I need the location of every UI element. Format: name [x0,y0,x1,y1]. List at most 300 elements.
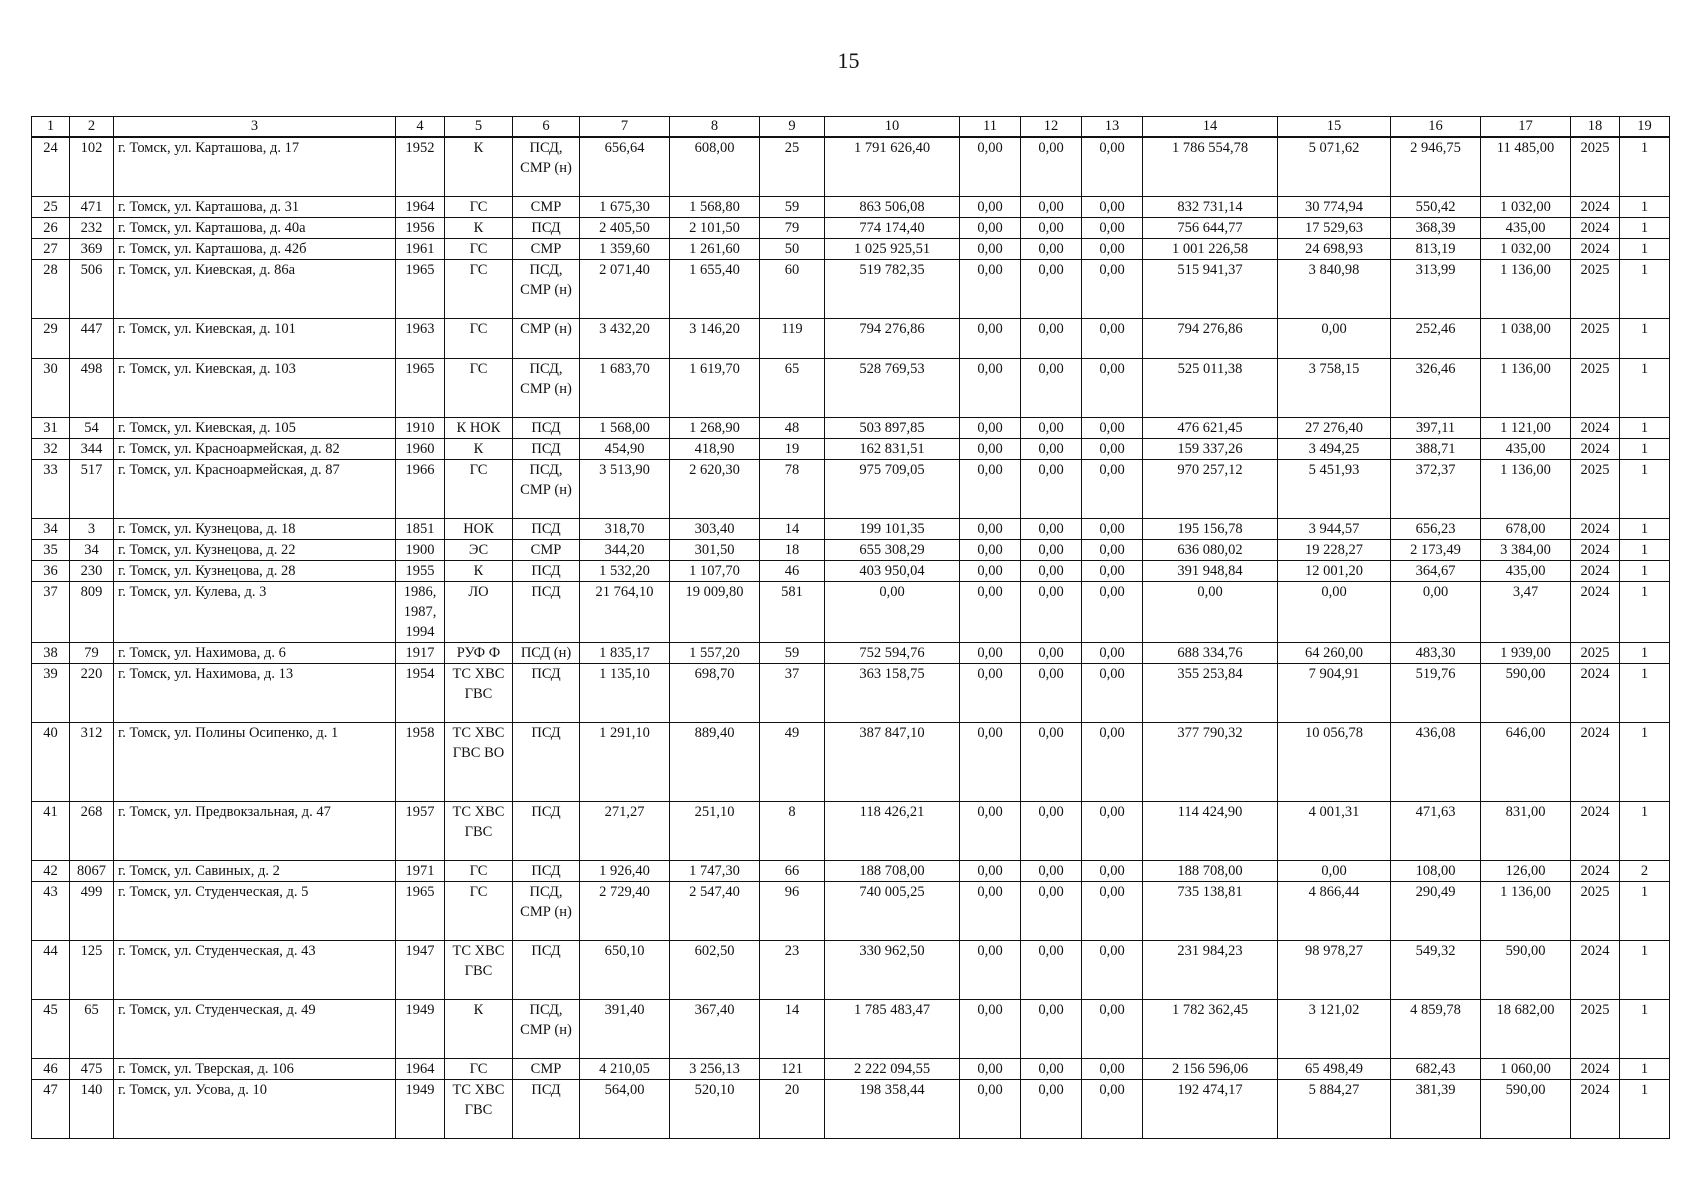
table-cell: ПСД [513,860,580,881]
table-cell: К [445,438,513,459]
table-cell: 140 [70,1079,114,1138]
table-cell: 32 [32,438,70,459]
table-row [32,722,1670,801]
table-cell: ГС [445,259,513,318]
table-cell: 0,00 [960,438,1021,459]
table-cell: 1961 [396,238,445,259]
table-cell: 0,00 [1021,642,1082,663]
table-cell: 65 [760,358,825,417]
table-cell: 5 451,93 [1278,459,1391,518]
table-cell: 230 [70,560,114,581]
table-cell: 1 532,20 [580,560,670,581]
table-cell: 47 [32,1079,70,1138]
table-cell: ПСД, СМР (н) [513,999,580,1058]
table-cell: 3 256,13 [670,1058,760,1079]
table-cell: 20 [760,1079,825,1138]
table-cell: 34 [70,539,114,560]
table-cell: 1 [1620,438,1670,459]
table-cell: 1947 [396,940,445,999]
table-cell: 0,00 [1021,238,1082,259]
table-row [32,196,1670,217]
address-cell: г. Томск, ул. Карташова, д. 40а [114,217,396,238]
table-cell: 102 [70,137,114,196]
table-cell: 2 729,40 [580,881,670,940]
table-cell: 506 [70,259,114,318]
table-cell: 1 032,00 [1481,238,1571,259]
table-cell: 3 [70,518,114,539]
table-cell: 40 [32,722,70,801]
table-cell: 4 866,44 [1278,881,1391,940]
table-cell: 1 001 226,58 [1143,238,1278,259]
column-number-7: 7 [580,117,670,138]
table-cell: 2024 [1571,801,1620,860]
table-row [32,999,1670,1058]
table-cell: 454,90 [580,438,670,459]
table-cell: 2 156 596,06 [1143,1058,1278,1079]
table-cell: ПСД [513,722,580,801]
table-cell: ПСД [513,1079,580,1138]
table-cell: 2025 [1571,642,1620,663]
table-cell: СМР [513,238,580,259]
table-cell: 1 785 483,47 [825,999,960,1058]
table-cell: 794 276,86 [825,318,960,358]
table-cell: 318,70 [580,518,670,539]
table-cell: 198 358,44 [825,1079,960,1138]
table-cell: ЛО [445,581,513,642]
table-cell: К [445,560,513,581]
address-cell: г. Томск, ул. Кузнецова, д. 28 [114,560,396,581]
table-cell: 1 136,00 [1481,259,1571,318]
table-cell: 1 [1620,881,1670,940]
table-cell: 2024 [1571,238,1620,259]
table-cell: 2024 [1571,417,1620,438]
table-cell: 550,42 [1391,196,1481,217]
table-cell: 159 337,26 [1143,438,1278,459]
table-cell: 98 978,27 [1278,940,1391,999]
table-cell: 1966 [396,459,445,518]
address-cell: г. Томск, ул. Киевская, д. 105 [114,417,396,438]
page-number: 15 [837,48,860,73]
table-cell: 0,00 [1021,663,1082,722]
table-cell: 7 904,91 [1278,663,1391,722]
table-cell: ЭС [445,539,513,560]
table-cell: 1 [1620,560,1670,581]
table-cell: ТС ХВС ГВС [445,801,513,860]
table-cell: 1 [1620,238,1670,259]
table-cell: 0,00 [960,518,1021,539]
table-cell: 2024 [1571,860,1620,881]
table-cell: 0,00 [1021,860,1082,881]
table-cell: 1 [1620,518,1670,539]
table-cell: 2 071,40 [580,259,670,318]
table-cell: 1 835,17 [580,642,670,663]
table-cell: 2024 [1571,940,1620,999]
table-row [32,417,1670,438]
address-cell: г. Томск, ул. Карташова, д. 42б [114,238,396,259]
table-cell: ПСД, СМР (н) [513,459,580,518]
table-cell: 4 001,31 [1278,801,1391,860]
table-cell: НОК [445,518,513,539]
table-cell: 1965 [396,259,445,318]
table-cell: К [445,137,513,196]
table-row [32,663,1670,722]
table-cell: ПСД [513,940,580,999]
table-cell: 499 [70,881,114,940]
table-cell: 0,00 [1082,663,1143,722]
table-cell: 688 334,76 [1143,642,1278,663]
table-cell: 0,00 [1082,581,1143,642]
table-cell: ПСД [513,663,580,722]
table-cell: 435,00 [1481,560,1571,581]
address-cell: г. Томск, ул. Карташова, д. 31 [114,196,396,217]
table-cell: 735 138,81 [1143,881,1278,940]
table-cell: ПСД (н) [513,642,580,663]
table-cell: 231 984,23 [1143,940,1278,999]
column-number-14: 14 [1143,117,1278,138]
table-row [32,881,1670,940]
table-cell: 1 [1620,801,1670,860]
table-cell: 1964 [396,1058,445,1079]
table-cell: 21 764,10 [580,581,670,642]
table-cell: 18 682,00 [1481,999,1571,1058]
table-cell: 290,49 [1391,881,1481,940]
table-cell: 43 [32,881,70,940]
table-cell: 590,00 [1481,1079,1571,1138]
table-cell: 0,00 [1021,438,1082,459]
table-cell: ГС [445,881,513,940]
table-cell: 863 506,08 [825,196,960,217]
table-cell: ГС [445,196,513,217]
table-cell: 0,00 [1082,259,1143,318]
table-cell: 0,00 [960,539,1021,560]
table-cell: 33 [32,459,70,518]
table-cell: 114 424,90 [1143,801,1278,860]
table-cell: 1 025 925,51 [825,238,960,259]
table-cell: ГС [445,1058,513,1079]
table-cell: 79 [760,217,825,238]
table-cell: 1 675,30 [580,196,670,217]
table-cell: 0,00 [1082,459,1143,518]
table-cell: 1 [1620,663,1670,722]
table-cell: 268 [70,801,114,860]
column-number-10: 10 [825,117,960,138]
table-cell: 1 135,10 [580,663,670,722]
table-cell: 1 [1620,217,1670,238]
table-cell: ПСД, СМР (н) [513,358,580,417]
table-cell: 0,00 [1021,518,1082,539]
table-cell: 391,40 [580,999,670,1058]
table-cell: 0,00 [960,238,1021,259]
table-cell: 1954 [396,663,445,722]
table-cell: 590,00 [1481,663,1571,722]
table-cell: 447 [70,318,114,358]
table-cell: 5 071,62 [1278,137,1391,196]
table-cell: 831,00 [1481,801,1571,860]
table-cell: 364,67 [1391,560,1481,581]
table-cell: 37 [760,663,825,722]
table-cell: 0,00 [1082,217,1143,238]
table-cell: 0,00 [1082,999,1143,1058]
column-number-1: 1 [32,117,70,138]
table-cell: 1 060,00 [1481,1058,1571,1079]
table-cell: 50 [760,238,825,259]
table-cell: 388,71 [1391,438,1481,459]
table-cell: К [445,217,513,238]
table-cell: 19 009,80 [670,581,760,642]
table-cell: 372,37 [1391,459,1481,518]
table-cell: 2025 [1571,137,1620,196]
table-cell: 19 228,27 [1278,539,1391,560]
table-cell: 251,10 [670,801,760,860]
table-cell: 126,00 [1481,860,1571,881]
table-cell: 1 683,70 [580,358,670,417]
table-cell: 25 [32,196,70,217]
table-cell: 436,08 [1391,722,1481,801]
table-cell: 344,20 [580,539,670,560]
table-cell: К НОК [445,417,513,438]
table-cell: 0,00 [1021,940,1082,999]
table-cell: 1949 [396,1079,445,1138]
table-cell: 0,00 [1021,881,1082,940]
table-cell: 650,10 [580,940,670,999]
table-cell: 3 384,00 [1481,539,1571,560]
table-cell: 5 884,27 [1278,1079,1391,1138]
table-cell: 0,00 [960,560,1021,581]
table-cell: 1957 [396,801,445,860]
table-cell: 2025 [1571,459,1620,518]
table-cell: 0,00 [1021,196,1082,217]
table-cell: 381,39 [1391,1079,1481,1138]
table-cell: 0,00 [960,1079,1021,1138]
table-cell: 64 260,00 [1278,642,1391,663]
table-cell: 1 359,60 [580,238,670,259]
table-cell: 220 [70,663,114,722]
table-cell: 832 731,14 [1143,196,1278,217]
table-cell: 79 [70,642,114,663]
table-cell: 301,50 [670,539,760,560]
table-cell: 1 619,70 [670,358,760,417]
table-cell: 1 [1620,358,1670,417]
table-cell: 49 [760,722,825,801]
table-cell: 2024 [1571,539,1620,560]
table-cell: 108,00 [1391,860,1481,881]
column-number-16: 16 [1391,117,1481,138]
table-cell: 515 941,37 [1143,259,1278,318]
table-cell: 59 [760,196,825,217]
table-cell: СМР (н) [513,318,580,358]
table-cell: 3 758,15 [1278,358,1391,417]
table-cell: 199 101,35 [825,518,960,539]
table-cell: 0,00 [960,459,1021,518]
address-cell: г. Томск, ул. Савиных, д. 2 [114,860,396,881]
column-number-19: 19 [1620,117,1670,138]
table-cell: 1 [1620,940,1670,999]
table-cell: СМР [513,196,580,217]
table-cell: 31 [32,417,70,438]
table-cell: 435,00 [1481,438,1571,459]
table-cell: 1 [1620,318,1670,358]
table-cell: 1900 [396,539,445,560]
table-cell: 2 405,50 [580,217,670,238]
table-cell: РУФ Ф [445,642,513,663]
table-cell: 0,00 [960,417,1021,438]
table-cell: 656,64 [580,137,670,196]
table-cell: 483,30 [1391,642,1481,663]
table-cell: 1955 [396,560,445,581]
table-cell: 678,00 [1481,518,1571,539]
table-cell: 0,00 [1082,539,1143,560]
table-cell: 2024 [1571,722,1620,801]
address-cell: г. Томск, ул. Студенческая, д. 43 [114,940,396,999]
table-cell: 0,00 [960,259,1021,318]
column-number-9: 9 [760,117,825,138]
table-cell: 2025 [1571,259,1620,318]
table-cell: 367,40 [670,999,760,1058]
table-cell: 1 [1620,137,1670,196]
table-cell: 1 [1620,196,1670,217]
table-cell: 525 011,38 [1143,358,1278,417]
table-cell: 602,50 [670,940,760,999]
table-cell: 2 946,75 [1391,137,1481,196]
table-cell: 29 [32,318,70,358]
table-cell: 1 [1620,722,1670,801]
table-cell: 0,00 [1021,1079,1082,1138]
table-cell: 2025 [1571,881,1620,940]
table-cell: 24 698,93 [1278,238,1391,259]
table-cell: 1960 [396,438,445,459]
table-cell: 970 257,12 [1143,459,1278,518]
table-cell: 65 [70,999,114,1058]
table-cell: 26 [32,217,70,238]
table-cell: 30 [32,358,70,417]
table-cell: 1 121,00 [1481,417,1571,438]
table-cell: 12 001,20 [1278,560,1391,581]
table-cell: 0,00 [825,581,960,642]
table-cell: 1910 [396,417,445,438]
table-cell: 1 [1620,539,1670,560]
table-cell: 2024 [1571,663,1620,722]
table-cell: 0,00 [960,801,1021,860]
table-cell: 2 101,50 [670,217,760,238]
table-cell: 0,00 [1021,259,1082,318]
table-cell: 1965 [396,358,445,417]
table-cell: 8 [760,801,825,860]
table-cell: 363 158,75 [825,663,960,722]
table-cell: 369 [70,238,114,259]
table-cell: 1 [1620,1058,1670,1079]
column-number-row [32,117,1670,138]
table-cell: 18 [760,539,825,560]
table-cell: 188 708,00 [825,860,960,881]
table-cell: 28 [32,259,70,318]
table-cell: 27 [32,238,70,259]
column-number-18: 18 [1571,117,1620,138]
table-cell: 1 747,30 [670,860,760,881]
table-cell: 889,40 [670,722,760,801]
table-cell: 0,00 [1278,318,1391,358]
table-cell: 2024 [1571,581,1620,642]
table-cell: 564,00 [580,1079,670,1138]
table-cell: 44 [32,940,70,999]
table-cell: ПСД, СМР (н) [513,881,580,940]
table-cell: 391 948,84 [1143,560,1278,581]
table-cell: 503 897,85 [825,417,960,438]
table-cell: 2024 [1571,217,1620,238]
table-cell: 975 709,05 [825,459,960,518]
table-row [32,940,1670,999]
table-cell: 794 276,86 [1143,318,1278,358]
table-cell: СМР [513,1058,580,1079]
table-cell: 23 [760,940,825,999]
address-cell: г. Томск, ул. Тверская, д. 106 [114,1058,396,1079]
table-cell: 0,00 [960,358,1021,417]
table-cell: 519 782,35 [825,259,960,318]
table-cell: 377 790,32 [1143,722,1278,801]
table-cell: 162 831,51 [825,438,960,459]
table-cell: 38 [32,642,70,663]
table-cell: ПСД [513,417,580,438]
table-cell: 1 [1620,581,1670,642]
table-cell: 1952 [396,137,445,196]
table-cell: 3 944,57 [1278,518,1391,539]
table-cell: ТС ХВС ГВС ВО [445,722,513,801]
table-cell: 698,70 [670,663,760,722]
capital-repair-table [31,116,1670,1139]
table-cell: 0,00 [960,642,1021,663]
table-cell: 313,99 [1391,259,1481,318]
table-cell: ПСД, СМР (н) [513,259,580,318]
table-cell: 1 786 554,78 [1143,137,1278,196]
table-cell: 475 [70,1058,114,1079]
table-cell: 14 [760,999,825,1058]
table-cell: 0,00 [1021,459,1082,518]
table-cell: 0,00 [1082,722,1143,801]
table-cell: 10 056,78 [1278,722,1391,801]
table-cell: 0,00 [1021,560,1082,581]
table-row [32,459,1670,518]
table-cell: 1964 [396,196,445,217]
table-cell: 3 146,20 [670,318,760,358]
table-cell: 528 769,53 [825,358,960,417]
table-cell: 1 791 626,40 [825,137,960,196]
table-cell: 0,00 [960,999,1021,1058]
table-cell: 368,39 [1391,217,1481,238]
table-cell: 330 962,50 [825,940,960,999]
table-cell: 1 [1620,417,1670,438]
table-cell: 0,00 [960,137,1021,196]
table-cell: 0,00 [960,217,1021,238]
column-number-13: 13 [1082,117,1143,138]
table-row [32,318,1670,358]
table-cell: 0,00 [1082,137,1143,196]
address-cell: г. Томск, ул. Кузнецова, д. 18 [114,518,396,539]
table-cell: 96 [760,881,825,940]
table-cell: 0,00 [1082,1079,1143,1138]
table-row [32,801,1670,860]
table-cell: 1 [1620,1079,1670,1138]
table-cell: 1 [1620,999,1670,1058]
table-cell: 60 [760,259,825,318]
table-cell: ГС [445,318,513,358]
table-cell: 4 210,05 [580,1058,670,1079]
table-cell: 0,00 [1021,358,1082,417]
address-cell: г. Томск, ул. Красноармейская, д. 82 [114,438,396,459]
column-number-8: 8 [670,117,760,138]
table-cell: 59 [760,642,825,663]
table-cell: 0,00 [1021,417,1082,438]
table-cell: 0,00 [1082,881,1143,940]
address-cell: г. Томск, ул. Полины Осипенко, д. 1 [114,722,396,801]
